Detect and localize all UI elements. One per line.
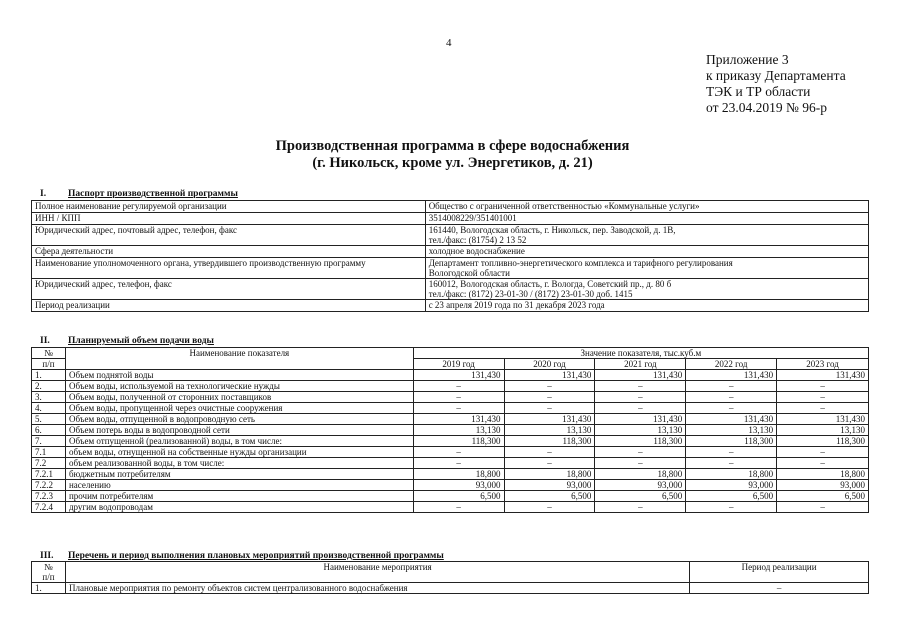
passport-value <box>425 201 868 213</box>
row-value: – <box>686 458 777 469</box>
row-value: 131,430 <box>686 414 777 425</box>
passport-row <box>32 225 869 246</box>
row-value: – <box>686 502 777 513</box>
section-title: Планируемый объем подачи воды <box>68 336 214 346</box>
row-value: – <box>413 458 504 469</box>
row-value: 6,500 <box>413 491 504 502</box>
passport-value <box>425 213 868 225</box>
row-value: – <box>686 403 777 414</box>
row-value: – <box>413 447 504 458</box>
row-value: 131,430 <box>777 414 869 425</box>
row-name: прочим потребителям <box>65 491 413 502</box>
row-value: 13,130 <box>777 425 869 436</box>
row-value: – <box>413 403 504 414</box>
row-value: 131,430 <box>413 370 504 381</box>
row-value: – <box>686 392 777 403</box>
passport-row <box>32 213 869 225</box>
row-value: 6,500 <box>686 491 777 502</box>
row-name: Объем воды, используемой на технологические нужды <box>65 381 413 392</box>
document-title <box>0 138 905 172</box>
row-value: 131,430 <box>777 370 869 381</box>
passport-label: ИНН / КПП <box>32 213 426 225</box>
row-value: 93,000 <box>595 480 686 491</box>
row-value: – <box>413 381 504 392</box>
row-number: 7.1 <box>32 447 66 458</box>
row-number: 7.2.2 <box>32 480 66 491</box>
row-value: 13,130 <box>413 425 504 436</box>
row-value: 118,300 <box>595 436 686 447</box>
table-row <box>32 458 869 469</box>
row-value: – <box>686 381 777 392</box>
row-value: 131,430 <box>504 414 595 425</box>
table-row <box>32 370 869 381</box>
measures-table-body <box>32 583 869 594</box>
year-header: 2019 год <box>413 359 504 370</box>
title-line-1: Производственная программа в сфере водоснабжения <box>275 138 630 154</box>
row-value: – <box>504 392 595 403</box>
row-value: – <box>777 447 869 458</box>
passport-table-body <box>32 201 869 312</box>
passport-label: Юридический адрес, телефон, факс <box>32 279 426 300</box>
row-value: – <box>595 403 686 414</box>
col-header-num: № <box>32 348 66 359</box>
row-value: 118,300 <box>777 436 869 447</box>
passport-row <box>32 300 869 312</box>
row-number: 1. <box>32 370 66 381</box>
row-value: 131,430 <box>595 370 686 381</box>
row-value: 18,800 <box>413 469 504 480</box>
passport-label: Наименование уполномоченного органа, утвердившего производственную программу <box>32 258 426 279</box>
row-value: – <box>595 502 686 513</box>
row-value: – <box>504 403 595 414</box>
section-number: II. <box>40 336 50 346</box>
table-row <box>32 436 869 447</box>
row-value: 93,000 <box>504 480 595 491</box>
row-value: 131,430 <box>413 414 504 425</box>
row-value: – <box>777 392 869 403</box>
passport-value-line: тел./факс: (8172) 23-01-30 / (8172) 23-01-30 доб. 1415 <box>428 289 633 299</box>
passport-row <box>32 258 869 279</box>
table-row <box>32 502 869 513</box>
row-value: – <box>595 381 686 392</box>
passport-value <box>425 246 868 258</box>
annex-block <box>706 52 846 116</box>
row-name: бюджетным потребителям <box>65 469 413 480</box>
passport-label: Период реализации <box>32 300 426 312</box>
passport-value-line: Департамент топливно-энергетического комплекса и тарифного регулирования <box>428 258 733 268</box>
passport-table <box>31 200 869 312</box>
row-name: объем воды, отнущенной на собственные нужды организации <box>65 447 413 458</box>
section-2-heading <box>40 336 214 346</box>
table-row <box>32 583 869 594</box>
row-number: 7.2.3 <box>32 491 66 502</box>
row-name: Объем поднятой воды <box>65 370 413 381</box>
row-value: 6,500 <box>777 491 869 502</box>
passport-label: Сфера деятельности <box>32 246 426 258</box>
row-value: 18,800 <box>504 469 595 480</box>
row-value: 18,800 <box>777 469 869 480</box>
row-value: 118,300 <box>413 436 504 447</box>
annex-line: от 23.04.2019 № 96-р <box>706 100 827 115</box>
row-value: 118,300 <box>686 436 777 447</box>
table-row <box>32 491 869 502</box>
table-row <box>32 480 869 491</box>
row-value: 6,500 <box>595 491 686 502</box>
passport-row <box>32 279 869 300</box>
row-value: – <box>504 502 595 513</box>
col-header-name: Наименование показателя <box>65 348 413 370</box>
row-value: – <box>777 458 869 469</box>
row-name: Объем воды, полученной от сторонних поставщиков <box>65 392 413 403</box>
row-value: – <box>777 403 869 414</box>
row-value: – <box>777 381 869 392</box>
section-number: III. <box>40 551 54 561</box>
row-value: – <box>595 392 686 403</box>
row-number: 2. <box>32 381 66 392</box>
annex-line: ТЭК и ТР области <box>706 84 811 99</box>
col-header-name: Наименование мероприятия <box>65 562 689 583</box>
annex-line: Приложение 3 <box>706 52 789 67</box>
row-name: населению <box>65 480 413 491</box>
passport-value-line: тел./факс: (81754) 2 13 52 <box>428 235 527 245</box>
row-value: – <box>504 458 595 469</box>
year-header: 2021 год <box>595 359 686 370</box>
section-3-heading <box>40 551 444 561</box>
row-value: 93,000 <box>777 480 869 491</box>
row-value: 13,130 <box>595 425 686 436</box>
row-value: – <box>595 458 686 469</box>
year-header: 2022 год <box>686 359 777 370</box>
annex-line: к приказу Департамента <box>706 68 846 83</box>
year-header: 2023 год <box>777 359 869 370</box>
passport-label: Юридический адрес, почтовый адрес, телефон, факс <box>32 225 426 246</box>
passport-label: Полное наименование регулируемой организации <box>32 201 426 213</box>
passport-row <box>32 201 869 213</box>
col-header-num: № <box>32 562 66 573</box>
row-number: 7.2.1 <box>32 469 66 480</box>
row-number: 1. <box>32 583 66 594</box>
col-header-num-sub: п/п <box>32 359 66 370</box>
row-value: 18,800 <box>686 469 777 480</box>
row-number: 6. <box>32 425 66 436</box>
row-value: 131,430 <box>686 370 777 381</box>
table-row <box>32 403 869 414</box>
col-header-period: Период реализации <box>690 562 869 583</box>
title-line-2: (г. Никольск, кроме ул. Энергетиков, д. 21) <box>312 155 593 171</box>
row-name: Объем воды, отпущенной в водопроводную сеть <box>65 414 413 425</box>
row-value: 131,430 <box>504 370 595 381</box>
row-name: объем реализованной воды, в том числе: <box>65 458 413 469</box>
row-number: 7.2.4 <box>32 502 66 513</box>
passport-value <box>425 225 868 246</box>
section-title: Перечень и период выполнения плановых мероприятий производственной программы <box>68 551 444 561</box>
row-value: 131,430 <box>595 414 686 425</box>
passport-value-line: Вологодской области <box>428 268 510 278</box>
measures-table <box>31 561 869 594</box>
passport-value <box>425 279 868 300</box>
passport-value-line: 161440, Вологодская область, г. Никольск, пер. Заводской, д. 1В, <box>428 225 676 235</box>
row-value: 18,800 <box>595 469 686 480</box>
row-name: Плановые мероприятия по ремонту объектов систем централизованного водоснабжения <box>65 583 689 594</box>
row-value: 93,000 <box>413 480 504 491</box>
row-number: 7. <box>32 436 66 447</box>
passport-row <box>32 246 869 258</box>
passport-value <box>425 258 868 279</box>
row-number: 7.2 <box>32 458 66 469</box>
passport-value-line: с 23 апреля 2019 года по 31 декабря 2023 года <box>428 300 605 310</box>
row-value: 13,130 <box>504 425 595 436</box>
row-name: Объем потерь воды в водопроводной сети <box>65 425 413 436</box>
section-number: I. <box>40 189 47 199</box>
row-value: – <box>413 392 504 403</box>
row-value: – <box>413 502 504 513</box>
row-name: Объем воды, пропущенной через очистные сооружения <box>65 403 413 414</box>
row-value: 6,500 <box>504 491 595 502</box>
row-value: 13,130 <box>686 425 777 436</box>
water-volume-table <box>31 347 869 513</box>
section-1-heading <box>40 189 238 199</box>
row-value: – <box>686 447 777 458</box>
passport-value-line: 3514008229/351401001 <box>428 213 517 223</box>
row-value: – <box>595 447 686 458</box>
row-value: – <box>504 447 595 458</box>
row-value: 93,000 <box>686 480 777 491</box>
row-value: – <box>777 502 869 513</box>
passport-value <box>425 300 868 312</box>
table-row <box>32 425 869 436</box>
row-name: другим водопроводам <box>65 502 413 513</box>
row-number: 4. <box>32 403 66 414</box>
table-row <box>32 392 869 403</box>
col-header-value-group: Значение показателя, тыс.куб.м <box>413 348 868 359</box>
table-row <box>32 469 869 480</box>
table-row <box>32 381 869 392</box>
section-title: Паспорт производственной программы <box>68 189 238 199</box>
table-row <box>32 447 869 458</box>
row-value: 118,300 <box>504 436 595 447</box>
passport-value-line: 160012, Вологодская область, г. Вологда, Советский пр., д. 80 б <box>428 279 672 289</box>
col-header-num-sub: п/п <box>32 572 66 583</box>
passport-value-line: Общество с ограниченной ответственностью «Коммунальные услуги» <box>428 201 700 211</box>
row-value: – <box>504 381 595 392</box>
passport-value-line: холодное водоснабжение <box>428 246 525 256</box>
year-header: 2020 год <box>504 359 595 370</box>
water-volume-table-body <box>32 370 869 513</box>
row-number: 3. <box>32 392 66 403</box>
row-period: – <box>690 583 869 594</box>
row-number: 5. <box>32 414 66 425</box>
table-row <box>32 414 869 425</box>
page-number: 4 <box>446 37 452 49</box>
row-name: Объем отпущенной (реализованной) воды, в том числе: <box>65 436 413 447</box>
